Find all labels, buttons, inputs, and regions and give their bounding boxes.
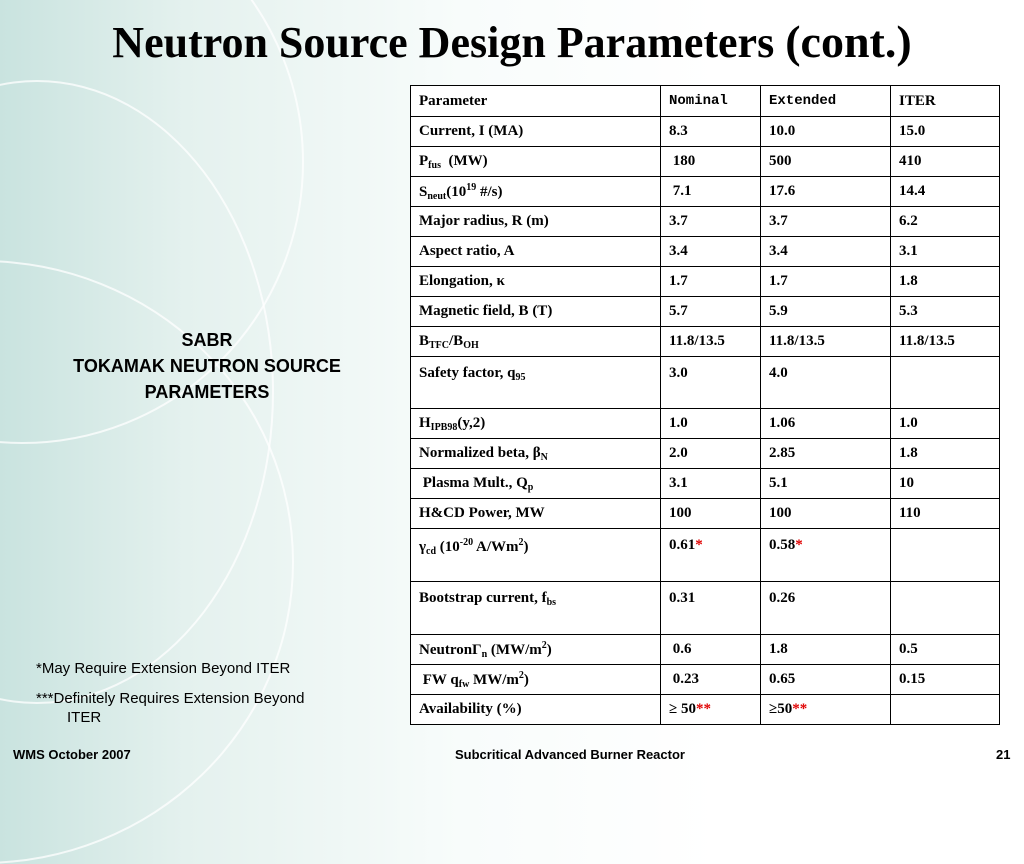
nominal-value: 0.23 (661, 665, 761, 695)
iter-value (891, 582, 1000, 635)
param-label: $\gamma_{cd}$ ($10^{-20}$ A/Wm$^2$) (411, 529, 661, 582)
extended-value: 1.06 (761, 409, 891, 439)
iter-value (891, 695, 1000, 725)
table-row (411, 327, 1000, 357)
table-row (411, 177, 1000, 207)
table-row (411, 267, 1000, 297)
iter-value: 3.1 (891, 237, 1000, 267)
iter-value: 410 (891, 147, 1000, 177)
page-title-main: Neutron Source Design Parameters (112, 18, 775, 67)
footnote-2: ***Definitely Requires Extension Beyond ITER (36, 689, 376, 727)
nominal-value: 3.1 (661, 469, 761, 499)
nominal-value: 1.0 (661, 409, 761, 439)
extended-value: 0.26 (761, 582, 891, 635)
page-title-cont: (cont.) (785, 16, 912, 67)
extended-value: 17.6 (761, 177, 891, 207)
param-label: $H_{IPB98}(y,2)$ (411, 409, 661, 439)
header-parameter: Parameter (411, 86, 661, 117)
iter-value: 15.0 (891, 117, 1000, 147)
param-label: Safety factor, $q_{95}$ (411, 357, 661, 409)
nominal-value: 2.0 (661, 439, 761, 469)
iter-value: 6.2 (891, 207, 1000, 237)
table-row (411, 469, 1000, 499)
param-label: Availability (%) (411, 695, 661, 725)
nominal-value: 1.7 (661, 267, 761, 297)
param-label: $S_{neut}(10^{19}$ #/s) (411, 177, 661, 207)
param-label: Magnetic field, B (T) (411, 297, 661, 327)
nominal-value: 0.6 (661, 635, 761, 665)
extended-value: ≥50** (761, 695, 891, 725)
table-row (411, 635, 1000, 665)
extension-mark: ** (792, 701, 808, 717)
extended-value: 3.7 (761, 207, 891, 237)
extended-value: 2.85 (761, 439, 891, 469)
table-row (411, 409, 1000, 439)
param-label: Plasma Mult., $Q_p$ (411, 469, 661, 499)
table-row (411, 439, 1000, 469)
iter-value: 1.8 (891, 267, 1000, 297)
table-row (411, 665, 1000, 695)
nominal-value: 0.61* (661, 529, 761, 582)
table-header-row (411, 86, 1000, 117)
extended-value: 10.0 (761, 117, 891, 147)
nominal-value: 3.4 (661, 237, 761, 267)
iter-value: 0.15 (891, 665, 1000, 695)
iter-value: 110 (891, 499, 1000, 529)
param-label: Bootstrap current, $f_{bs}$ (411, 582, 661, 635)
param-label: H&CD Power, MW (411, 499, 661, 529)
nominal-value: 7.1 (661, 177, 761, 207)
footer-page-number: 21 (996, 747, 1011, 762)
extended-value: 0.65 (761, 665, 891, 695)
nominal-value: 5.7 (661, 297, 761, 327)
extended-value: 500 (761, 147, 891, 177)
nominal-value: ≥ 50** (661, 695, 761, 725)
extended-value: 1.7 (761, 267, 891, 297)
iter-value: 1.8 (891, 439, 1000, 469)
iter-value: 11.8/13.5 (891, 327, 1000, 357)
footnote-1: *May Require Extension Beyond ITER (36, 660, 291, 677)
nominal-value: 0.31 (661, 582, 761, 635)
nominal-value: 3.0 (661, 357, 761, 409)
iter-value (891, 357, 1000, 409)
param-label: NeutronΓ$_n$ $(MW/m^2)$ (411, 635, 661, 665)
extension-mark: ** (695, 701, 711, 717)
table-row (411, 207, 1000, 237)
iter-value: 1.0 (891, 409, 1000, 439)
iter-value: 10 (891, 469, 1000, 499)
table-row (411, 237, 1000, 267)
iter-value: 14.4 (891, 177, 1000, 207)
side-title-line3: PARAMETERS (144, 382, 270, 402)
side-title (22, 327, 392, 405)
footer-center: Subcritical Advanced Burner Reactor (455, 747, 685, 762)
footer-left: WMS October 2007 (13, 747, 131, 762)
iter-value (891, 529, 1000, 582)
side-title-line2: TOKAMAK NEUTRON SOURCE (73, 356, 341, 376)
nominal-value: 3.7 (661, 207, 761, 237)
footnote-2-cont: ITER (67, 709, 102, 726)
param-label: $B_{TFC}/B_{OH}$ (411, 327, 661, 357)
table-row (411, 357, 1000, 409)
extended-value: 3.4 (761, 237, 891, 267)
param-label: FW $q_{fw}$ $MW/m^2$) (411, 665, 661, 695)
table-row (411, 117, 1000, 147)
parameters-table (410, 85, 1000, 725)
iter-value: 5.3 (891, 297, 1000, 327)
param-label: Normalized beta, $\beta_N$ (411, 439, 661, 469)
extended-value: 5.9 (761, 297, 891, 327)
extension-mark: * (795, 537, 803, 553)
footnotes (36, 659, 376, 727)
table-row (411, 695, 1000, 725)
table-row (411, 582, 1000, 635)
header-extended: Extended (761, 86, 891, 117)
nominal-value: 8.3 (661, 117, 761, 147)
nominal-value: 100 (661, 499, 761, 529)
param-label: Current, I (MA) (411, 117, 661, 147)
param-label: Major radius, R (m) (411, 207, 661, 237)
param-label: Elongation, κ (411, 267, 661, 297)
table-row (411, 297, 1000, 327)
table-row (411, 147, 1000, 177)
page-title (0, 14, 1024, 71)
extended-value: 1.8 (761, 635, 891, 665)
table-row (411, 529, 1000, 582)
table-row (411, 499, 1000, 529)
nominal-value: 11.8/13.5 (661, 327, 761, 357)
iter-value: 0.5 (891, 635, 1000, 665)
extended-value: 11.8/13.5 (761, 327, 891, 357)
header-iter: ITER (891, 86, 1000, 117)
nominal-value: 180 (661, 147, 761, 177)
extended-value: 5.1 (761, 469, 891, 499)
extended-value: 0.58* (761, 529, 891, 582)
param-label: $P_{fus}$ (MW) (411, 147, 661, 177)
extended-value: 4.0 (761, 357, 891, 409)
param-label: Aspect ratio, A (411, 237, 661, 267)
extended-value: 100 (761, 499, 891, 529)
header-nominal: Nominal (661, 86, 761, 117)
side-title-line1: SABR (181, 330, 233, 350)
extension-mark: * (695, 537, 703, 553)
